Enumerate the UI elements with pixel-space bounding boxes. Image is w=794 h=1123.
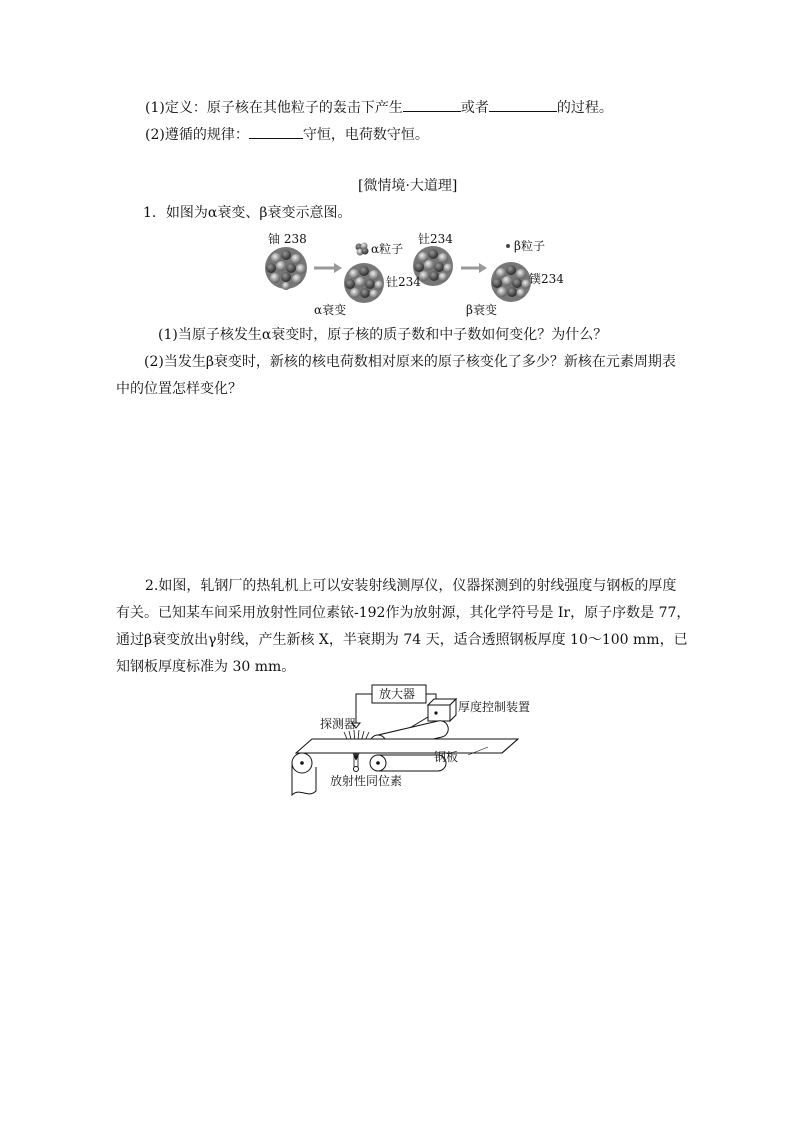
law-text: (2)遵循的规律： [145, 127, 249, 143]
label-thickness-control: 厚度控制装置 [458, 700, 531, 714]
question-1-intro: 1．如图为α衰变、β衰变示意图。 [143, 205, 352, 221]
definition-text: (1)定义：原子核在其他粒子的轰击下产生 [145, 100, 403, 116]
answer-blank-2 [489, 97, 557, 112]
thickness-control-box [428, 699, 456, 721]
question-2-line-4: 知钢板厚度标准为 30 mm。 [116, 659, 296, 675]
label-u238: 铀 238 [268, 232, 307, 246]
question-1-part-2-line-2: 中的位置怎样变化？ [116, 381, 242, 397]
label-amplifier: 放大器 [379, 687, 416, 701]
question-1-part-2-line-1: (2)当发生β衰变时，新核的核电荷数相对原来的原子核变化了多少？新核在元素周期表 [144, 354, 676, 370]
question-2-line-3: 通过β衰变放出γ射线，产生新核 X，半衰期为 74 天，适合透照钢板厚度 10～100 mm，已 [116, 632, 688, 648]
label-detector: 探测器 [320, 717, 357, 731]
rolling-mill-figure [288, 683, 538, 798]
answer-blank-1 [403, 97, 461, 112]
definition-suffix: 的过程。 [556, 100, 613, 116]
definition-middle: 或者 [460, 100, 489, 116]
steel-plate [296, 739, 518, 753]
definition-line [145, 97, 613, 118]
thorium-nucleus-a [344, 263, 384, 303]
answer-blank-3 [249, 124, 303, 139]
section-heading: [微情境·大道理] [358, 178, 458, 194]
question-2-line-1: 2.如图，轧钢厂的热轧机上可以安装射线测厚仪，仪器探测到的射线强度与钢板的厚度 [145, 578, 677, 594]
label-th234-a: 钍234 [386, 275, 421, 289]
label-radioactive-isotope: 放射性同位素 [330, 774, 403, 788]
label-steel-plate: 钢板 [434, 750, 459, 764]
question-2-line-2: 有关。已知某车间采用放射性同位素铱-192作为放射源，其化学符号是 Ir，原子序数是 77， [116, 605, 691, 621]
label-alpha-particle: α粒子 [371, 242, 404, 256]
law-suffix: 守恒，电荷数守恒。 [302, 127, 429, 143]
label-th234-b: 钍234 [418, 232, 453, 246]
label-alpha-decay: α衰变 [314, 303, 347, 317]
label-pa234: 镤234 [529, 272, 564, 286]
left-roll [292, 753, 316, 795]
law-line [145, 124, 429, 145]
alpha-particle-icon [356, 243, 369, 256]
beta-particle-icon [506, 244, 510, 248]
label-beta-particle: β粒子 [514, 239, 545, 253]
arrow-icon [461, 263, 487, 273]
protactinium-nucleus [491, 262, 531, 302]
decay-figure [258, 228, 568, 320]
question-1-part-1: (1)当原子核发生α衰变时，原子核的质子数和中子数如何变化？为什么？ [158, 327, 608, 343]
uranium-nucleus [265, 247, 307, 290]
arrow-icon [314, 263, 342, 273]
label-beta-decay: β衰变 [466, 303, 497, 317]
